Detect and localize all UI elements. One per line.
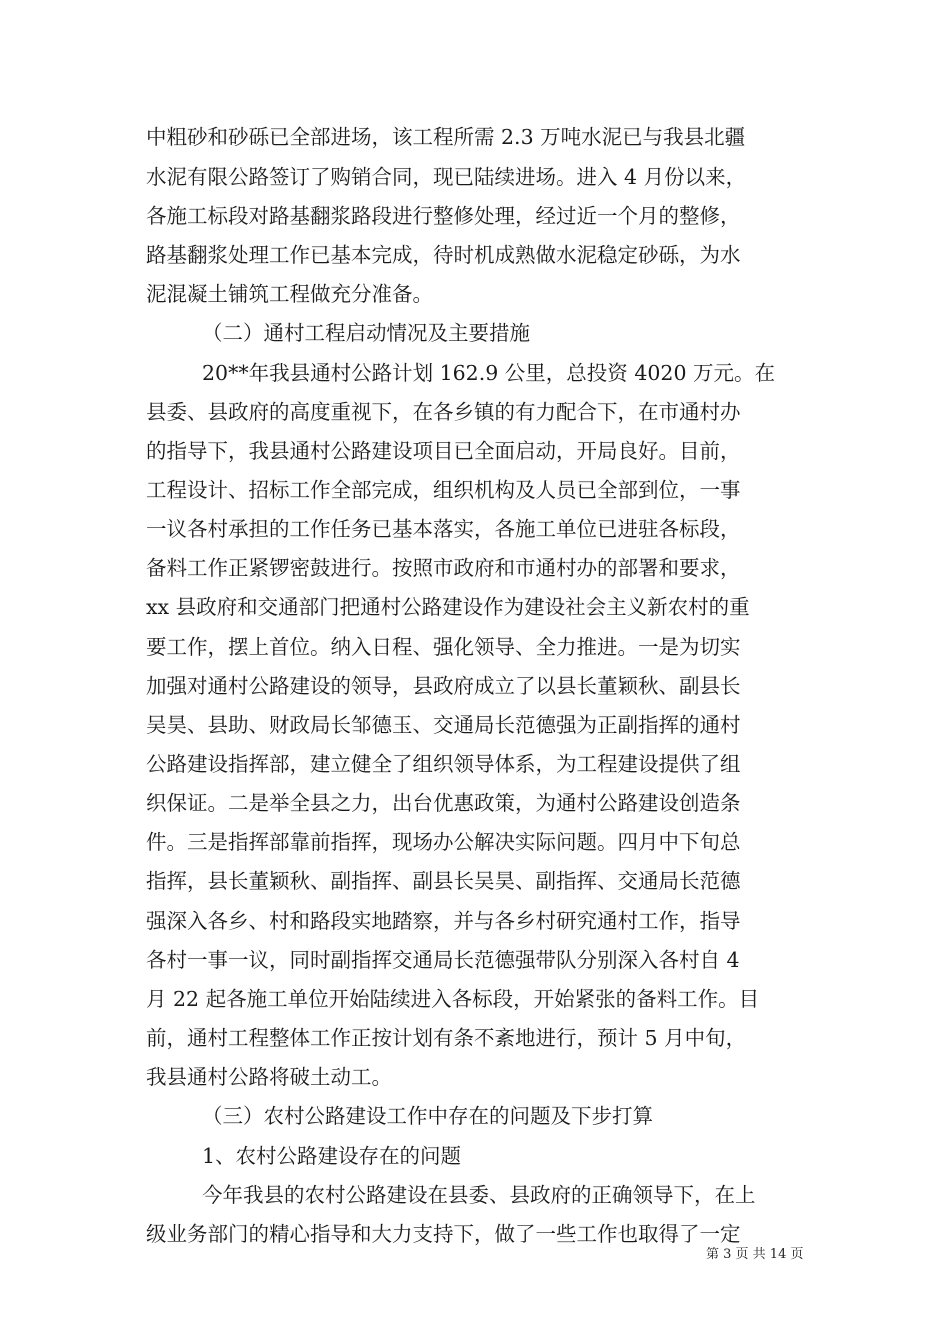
text-line: 中粗砂和砂砾已全部进场，该工程所需 2.3 万吨水泥已与我县北疆 [146,125,746,149]
text-line: 我县通村公路将破土动工。 [146,1065,392,1089]
text-line: 级业务部门的精心指导和大力支持下，做了一些工作也取得了一定 [146,1222,741,1246]
text-line: 指挥，县长董颖秋、副指挥、副县长吴昊、副指挥、交通局长范德 [146,869,741,893]
subsection-heading: 1、农村公路建设存在的问题 [202,1144,462,1168]
text-line: 一议各村承担的工作任务已基本落实，各施工单位已进驻各标段， [146,517,741,541]
text-line: 加强对通村公路建设的领导，县政府成立了以县长董颖秋、副县长 [146,674,741,698]
text-line: 的指导下，我县通村公路建设项目已全面启动，开局良好。目前， [146,439,741,463]
section-heading: （三）农村公路建设工作中存在的问题及下步打算 [202,1104,653,1128]
text-line: 县委、县政府的高度重视下，在各乡镇的有力配合下，在市通村办 [146,400,741,424]
text-line: 强深入各乡、村和路段实地踏察，并与各乡村研究通村工作，指导 [146,909,741,933]
text-line: 工程设计、招标工作全部完成，组织机构及人员已全部到位，一事 [146,478,741,502]
text-line: 路基翻浆处理工作已基本完成，待时机成熟做水泥稳定砂砾，为水 [146,243,741,267]
text-line: 今年我县的农村公路建设在县委、县政府的正确领导下，在上 [202,1183,756,1207]
text-line: xx 县政府和交通部门把通村公路建设作为建设社会主义新农村的重 [146,595,750,619]
text-line: 20**年我县通村公路计划 162.9 公里，总投资 4020 万元。在 [202,361,776,385]
text-line: 件。三是指挥部靠前指挥，现场办公解决实际问题。四月中下旬总 [146,830,741,854]
text-line: 公路建设指挥部，建立健全了组织领导体系，为工程建设提供了组 [146,752,741,776]
text-line: 要工作，摆上首位。纳入日程、强化领导、全力推进。一是为切实 [146,635,741,659]
text-line: 织保证。二是举全县之力，出台优惠政策，为通村公路建设创造条 [146,791,741,815]
section-heading: （二）通村工程启动情况及主要措施 [202,321,530,345]
text-line: 水泥有限公路签订了购销合同，现已陆续进场。进入 4 月份以来， [146,165,747,189]
text-line: 各施工标段对路基翻浆路段进行整修处理，经过近一个月的整修， [146,204,741,228]
text-line: 吴昊、县助、财政局长邹德玉、交通局长范德强为正副指挥的通村 [146,713,741,737]
text-line: 各村一事一议，同时副指挥交通局长范德强带队分别深入各村自 4 [146,948,740,972]
text-line: 泥混凝土铺筑工程做充分准备。 [146,282,433,306]
text-line: 前，通村工程整体工作正按计划有条不紊地进行，预计 5 月中旬， [146,1026,747,1050]
text-line: 备料工作正紧锣密鼓进行。按照市政府和市通村办的部署和要求， [146,556,741,580]
text-line: 月 22 起各施工单位开始陆续进入各标段，开始紧张的备料工作。目 [146,987,760,1011]
page-number: 第 3 页 共 14 页 [706,1247,804,1262]
